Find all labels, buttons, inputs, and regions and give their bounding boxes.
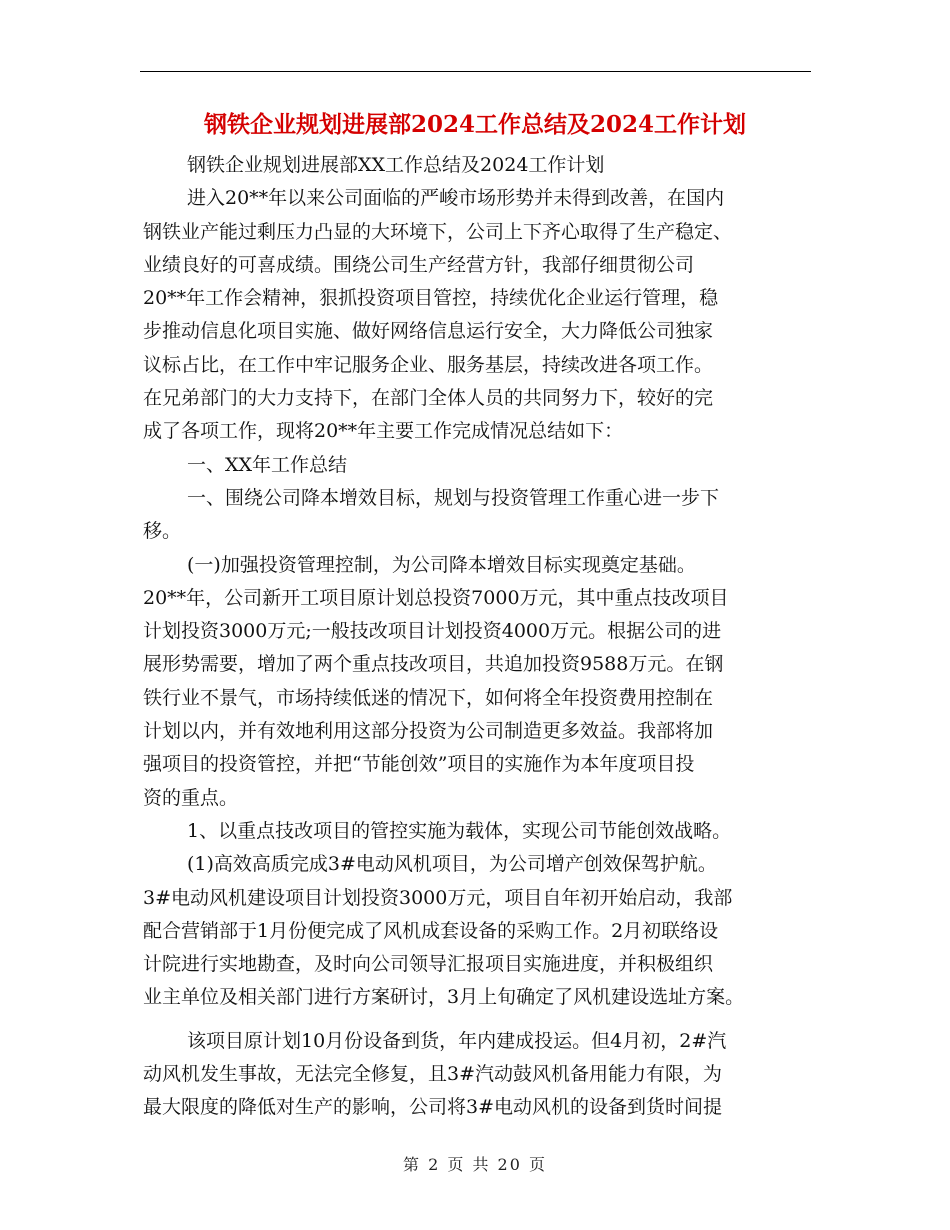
text-line: 铁行业不景气，市场持续低迷的情况下，如何将全年投资费用控制在 [143,686,714,709]
text-line: (1)高效高质完成3#电动风机项目，为公司增产创效保驾护航。 [187,853,717,876]
text-line: (一)加强投资管理控制，为公司降本增效目标实现奠定基础。 [187,553,696,576]
text-line: 钢铁业产能过剩压力凸显的大环境下，公司上下齐心取得了生产稳定、 [143,220,733,243]
text-line: 业绩良好的可喜成绩。围绕公司生产经营方针，我部仔细贯彻公司 [143,253,695,276]
document-title: 钢铁企业规划进展部2024工作总结及2024工作计划 [203,111,747,138]
document-body [143,149,813,1125]
text-line: 移。 [143,520,182,543]
text-line: 该项目原计划10月份设备到货，年内建成投运。但4月初，2#汽 [187,1029,727,1052]
text-line: 成了各项工作，现将20**年主要工作完成情况总结如下： [143,420,624,443]
text-line: 计院进行实地勘查，及时向公司领导汇报项目实施进度，并积极组织 [143,953,714,976]
text-line: 动风机发生事故，无法完全修复，且3#汽动鼓风机备用能力有限，为 [143,1063,723,1086]
text-line: 最大限度的降低对生产的影响，公司将3#电动风机的设备到货时间提 [143,1096,723,1119]
text-line: 资的重点。 [143,786,239,809]
text-line: 步推动信息化项目实施、做好网络信息运行安全，大力降低公司独家 [143,320,714,343]
text-line: 配合营销部于1月份便完成了风机成套设备的采购工作。2月初联络设 [143,919,719,942]
text-line: 议标占比，在工作中牢记服务企业、服务基层，持续改进各项工作。 [143,353,714,376]
text-line: 3#电动风机建设项目计划投资3000万元，项目自年初开始启动，我部 [143,886,733,909]
text-line: 一、XX年工作总结 [187,453,348,476]
text-line: 业主单位及相关部门进行方案研讨，3月上旬确定了风机建设选址方案。 [143,986,745,1009]
text-line: 在兄弟部门的大力支持下，在部门全体人员的共同努力下，较好的完 [143,387,714,410]
text-line: 一、围绕公司降本增效目标，规划与投资管理工作重心进一步下 [187,486,720,509]
text-line: 20**年工作会精神，狠抓投资项目管控，持续优化企业运行管理，稳 [143,287,719,310]
text-line: 展形势需要，增加了两个重点技改项目，共追加投资9588万元。在钢 [143,653,724,676]
text-line: 强项目的投资管控，并把“节能创效”项目的实施作为本年度项目投 [143,753,695,776]
text-line: 钢铁企业规划进展部XX工作总结及2024工作计划 [187,154,605,176]
header-rule [140,71,811,72]
paragraph-gap [143,1015,813,1025]
text-line: 计划以内，并有效地利用这部分投资为公司制造更多效益。我部将加 [143,720,714,743]
page-number: 第 2 页 共 20 页 [403,1155,547,1174]
text-line: 20**年，公司新开工项目原计划总投资7000万元，其中重点技改项目 [143,586,729,609]
text-line: 进入20**年以来公司面临的严峻市场形势并未得到改善，在国内 [187,187,725,210]
text-line: 1、以重点技改项目的管控实施为载体，实现公司节能创效战略。 [187,819,732,842]
text-line: 计划投资3000万元;一般技改项目计划投资4000万元。根据公司的进 [143,620,722,643]
